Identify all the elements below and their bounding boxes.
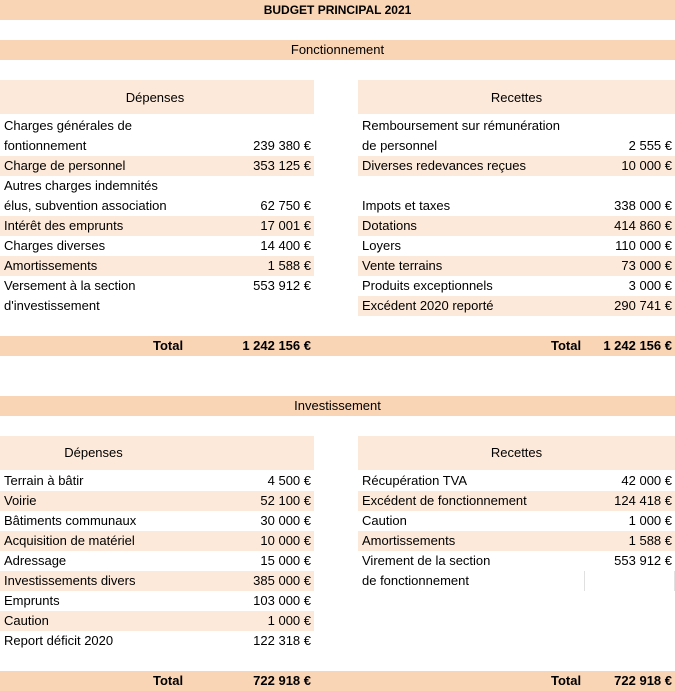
- list-item: élus, subvention association: [4, 198, 167, 213]
- amount: 414 860 €: [614, 218, 672, 233]
- investissement-recettes-header: Recettes: [490, 445, 543, 460]
- list-item: Virement de la section: [362, 553, 491, 568]
- amount: 1 000 €: [628, 513, 672, 528]
- fonctionnement-depenses-header: Dépenses: [125, 90, 185, 105]
- total-label: Total: [551, 673, 582, 688]
- amount: 3 000 €: [628, 278, 672, 293]
- list-item: de fonctionnement: [362, 573, 469, 588]
- list-item: Remboursement sur rémunération: [362, 118, 560, 133]
- amount: 1 000 €: [267, 613, 311, 628]
- amount: 290 741 €: [614, 298, 672, 313]
- list-item: Produits exceptionnels: [362, 278, 493, 293]
- list-item: Charges diverses: [4, 238, 106, 253]
- amount: 338 000 €: [614, 198, 672, 213]
- list-item: Diverses redevances reçues: [362, 158, 527, 173]
- list-item: d'investissement: [4, 298, 100, 313]
- total-label: Total: [153, 673, 184, 688]
- amount: 17 001 €: [260, 218, 311, 233]
- amount: 103 000 €: [253, 593, 311, 608]
- list-item: Report déficit 2020: [4, 633, 114, 648]
- section-heading-fonctionnement: Fonctionnement: [290, 42, 385, 57]
- total-recettes: 722 918 €: [614, 673, 672, 688]
- list-item: Charge de personnel: [4, 158, 126, 173]
- list-item: Bâtiments communaux: [4, 513, 137, 528]
- list-item: Excédent 2020 reporté: [362, 298, 494, 313]
- total-depenses: 1 242 156 €: [242, 338, 311, 353]
- amount: 385 000 €: [253, 573, 311, 588]
- amount: 15 000 €: [260, 553, 311, 568]
- list-item: Investissements divers: [4, 573, 136, 588]
- list-item: Amortissements: [4, 258, 98, 273]
- list-item: Intérêt des emprunts: [4, 218, 124, 233]
- total-depenses: 722 918 €: [253, 673, 311, 688]
- amount: 353 125 €: [253, 158, 311, 173]
- amount: 553 912 €: [614, 553, 672, 568]
- amount: 239 380 €: [253, 138, 311, 153]
- page-title: BUDGET PRINCIPAL 2021: [263, 3, 412, 17]
- fonctionnement-recettes-header: Recettes: [490, 90, 543, 105]
- amount: 14 400 €: [260, 238, 311, 253]
- list-item: Caution: [362, 513, 407, 528]
- investissement-depenses-header: Dépenses: [64, 445, 123, 460]
- section-heading-investissement: Investissement: [294, 398, 381, 413]
- list-item: Charges générales de: [4, 118, 132, 133]
- list-item: Dotations: [362, 218, 417, 233]
- list-item: Versement à la section: [4, 278, 136, 293]
- list-item: Impots et taxes: [362, 198, 451, 213]
- list-item: Terrain à bâtir: [4, 473, 84, 488]
- cell-divider: [584, 571, 585, 591]
- list-item: Loyers: [362, 238, 402, 253]
- list-item: Excédent de fonctionnement: [362, 493, 527, 508]
- list-item: Vente terrains: [362, 258, 443, 273]
- amount: 122 318 €: [253, 633, 311, 648]
- list-item: Emprunts: [4, 593, 60, 608]
- amount: 52 100 €: [260, 493, 311, 508]
- list-item: de personnel: [362, 138, 438, 153]
- amount: 2 555 €: [628, 138, 672, 153]
- amount: 1 588 €: [628, 533, 672, 548]
- list-item: Caution: [4, 613, 49, 628]
- total-label: Total: [551, 338, 582, 353]
- total-label: Total: [153, 338, 184, 353]
- amount: 62 750 €: [260, 198, 311, 213]
- amount: 10 000 €: [621, 158, 672, 173]
- list-item: Amortissements: [362, 533, 456, 548]
- list-item: Voirie: [4, 493, 37, 508]
- list-item: Récupération TVA: [362, 473, 468, 488]
- total-recettes: 1 242 156 €: [603, 338, 672, 353]
- amount: 124 418 €: [614, 493, 672, 508]
- amount: 42 000 €: [621, 473, 672, 488]
- list-item: Acquisition de matériel: [4, 533, 135, 548]
- amount: 110 000 €: [615, 238, 672, 253]
- amount: 4 500 €: [267, 473, 311, 488]
- amount: 1 588 €: [267, 258, 311, 273]
- amount: 553 912 €: [253, 278, 311, 293]
- amount: 30 000 €: [260, 513, 311, 528]
- list-item: Adressage: [4, 553, 67, 568]
- amount: 10 000 €: [260, 533, 311, 548]
- list-item: Autres charges indemnités: [4, 178, 158, 193]
- list-item: fontionnement: [4, 138, 87, 153]
- amount: 73 000 €: [621, 258, 672, 273]
